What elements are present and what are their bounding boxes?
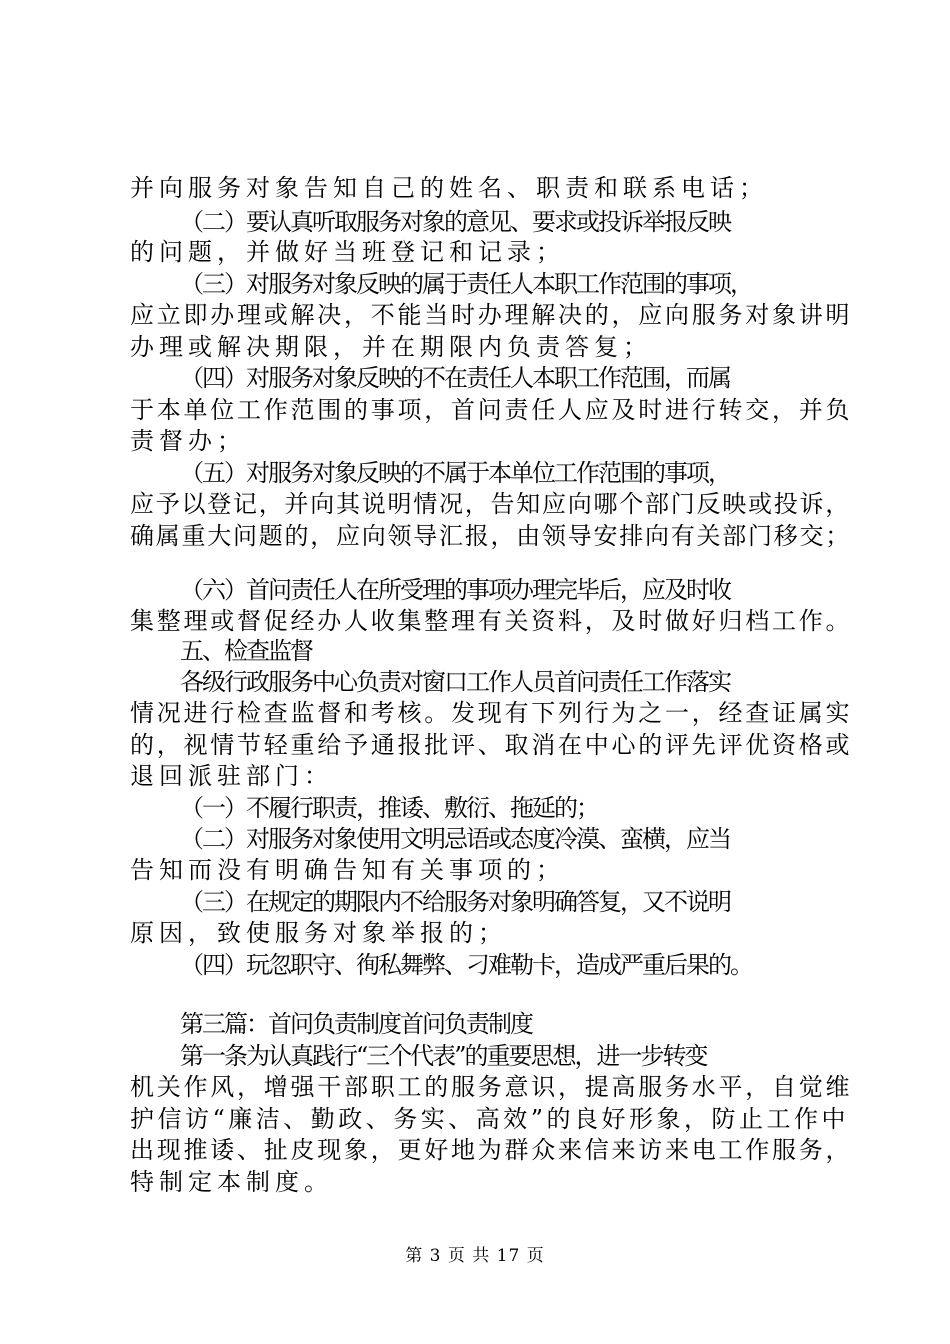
text-line: 的问题，并做好当班登记和记录；	[130, 238, 565, 266]
text-line: 第一条为认真践行“三个代表”的重要思想，进一步转变	[180, 1042, 707, 1070]
section-heading: 五、检查监督	[180, 637, 312, 665]
page-number-footer: 第 3 页 共 17 页	[405, 1246, 545, 1266]
text-line: 出现推诿、扯皮现象，更好地为群众来信来访来电工作服务，	[130, 1136, 853, 1164]
text-line: （五）对服务对象反映的不属于本单位工作范围的事项，	[180, 459, 730, 487]
text-line: 情况进行检查监督和考核。发现有下列行为之一，经查证属实	[130, 699, 853, 727]
text-line: 的，视情节轻重给予通报批评、取消在中心的评先评优资格或	[130, 731, 853, 759]
text-line: 原因，致使服务对象举报的；	[130, 919, 507, 947]
text-line: （三）对服务对象反映的属于责任人本职工作范围的事项，	[180, 270, 752, 298]
text-line: 责督办；	[130, 427, 246, 455]
text-line: （六）首问责任人在所受理的事项办理完毕后，应及时收	[180, 576, 730, 604]
text-line: （四）玩忽职守、徇私舞弊、刁难勒卡，造成严重后果的。	[180, 951, 752, 979]
text-line: 确属重大问题的，应向领导汇报，由领导安排向有关部门移交；	[130, 522, 851, 550]
text-line: 告知而没有明确告知有关事项的；	[130, 856, 565, 884]
text-line: 护信访“廉洁、勤政、务实、高效”的良好形象，防止工作中	[130, 1105, 850, 1133]
text-line: 特制定本制度。	[130, 1168, 333, 1196]
text-line: （二）要认真听取服务对象的意见、要求或投诉举报反映	[180, 208, 730, 236]
text-line: （三）在规定的期限内不给服务对象明确答复，又不说明	[180, 888, 730, 916]
text-line: 退回派驻部门：	[130, 762, 333, 790]
chapter-heading: 第三篇：首问负责制度首问负责制度	[180, 1010, 532, 1038]
text-line: 应立即办理或解决，不能当时办理解决的，应向服务对象讲明	[130, 301, 853, 329]
text-line: 机关作风，增强干部职工的服务意识，提高服务水平，自觉维	[130, 1073, 853, 1101]
text-line: 办理或解决期限，并在期限内负责答复；	[130, 333, 652, 361]
text-line: （二）对服务对象使用文明忌语或态度冷漠、蛮横，应当	[180, 825, 730, 853]
text-line: （四）对服务对象反映的不在责任人本职工作范围，而属	[180, 364, 730, 392]
text-line: 于本单位工作范围的事项，首问责任人应及时进行转交，并负	[130, 396, 853, 424]
text-line: 各级行政服务中心负责对窗口工作人员首问责任工作落实	[180, 668, 730, 696]
text-line: （一）不履行职责，推诿、敷衍、拖延的；	[180, 794, 598, 822]
text-line: 应予以登记，并向其说明情况，告知应向哪个部门反映或投诉，	[130, 490, 851, 518]
text-line: 集整理或督促经办人收集整理有关资料，及时做好归档工作。	[130, 607, 853, 635]
text-line: 并向服务对象告知自己的姓名、职责和联系电话；	[130, 174, 768, 202]
